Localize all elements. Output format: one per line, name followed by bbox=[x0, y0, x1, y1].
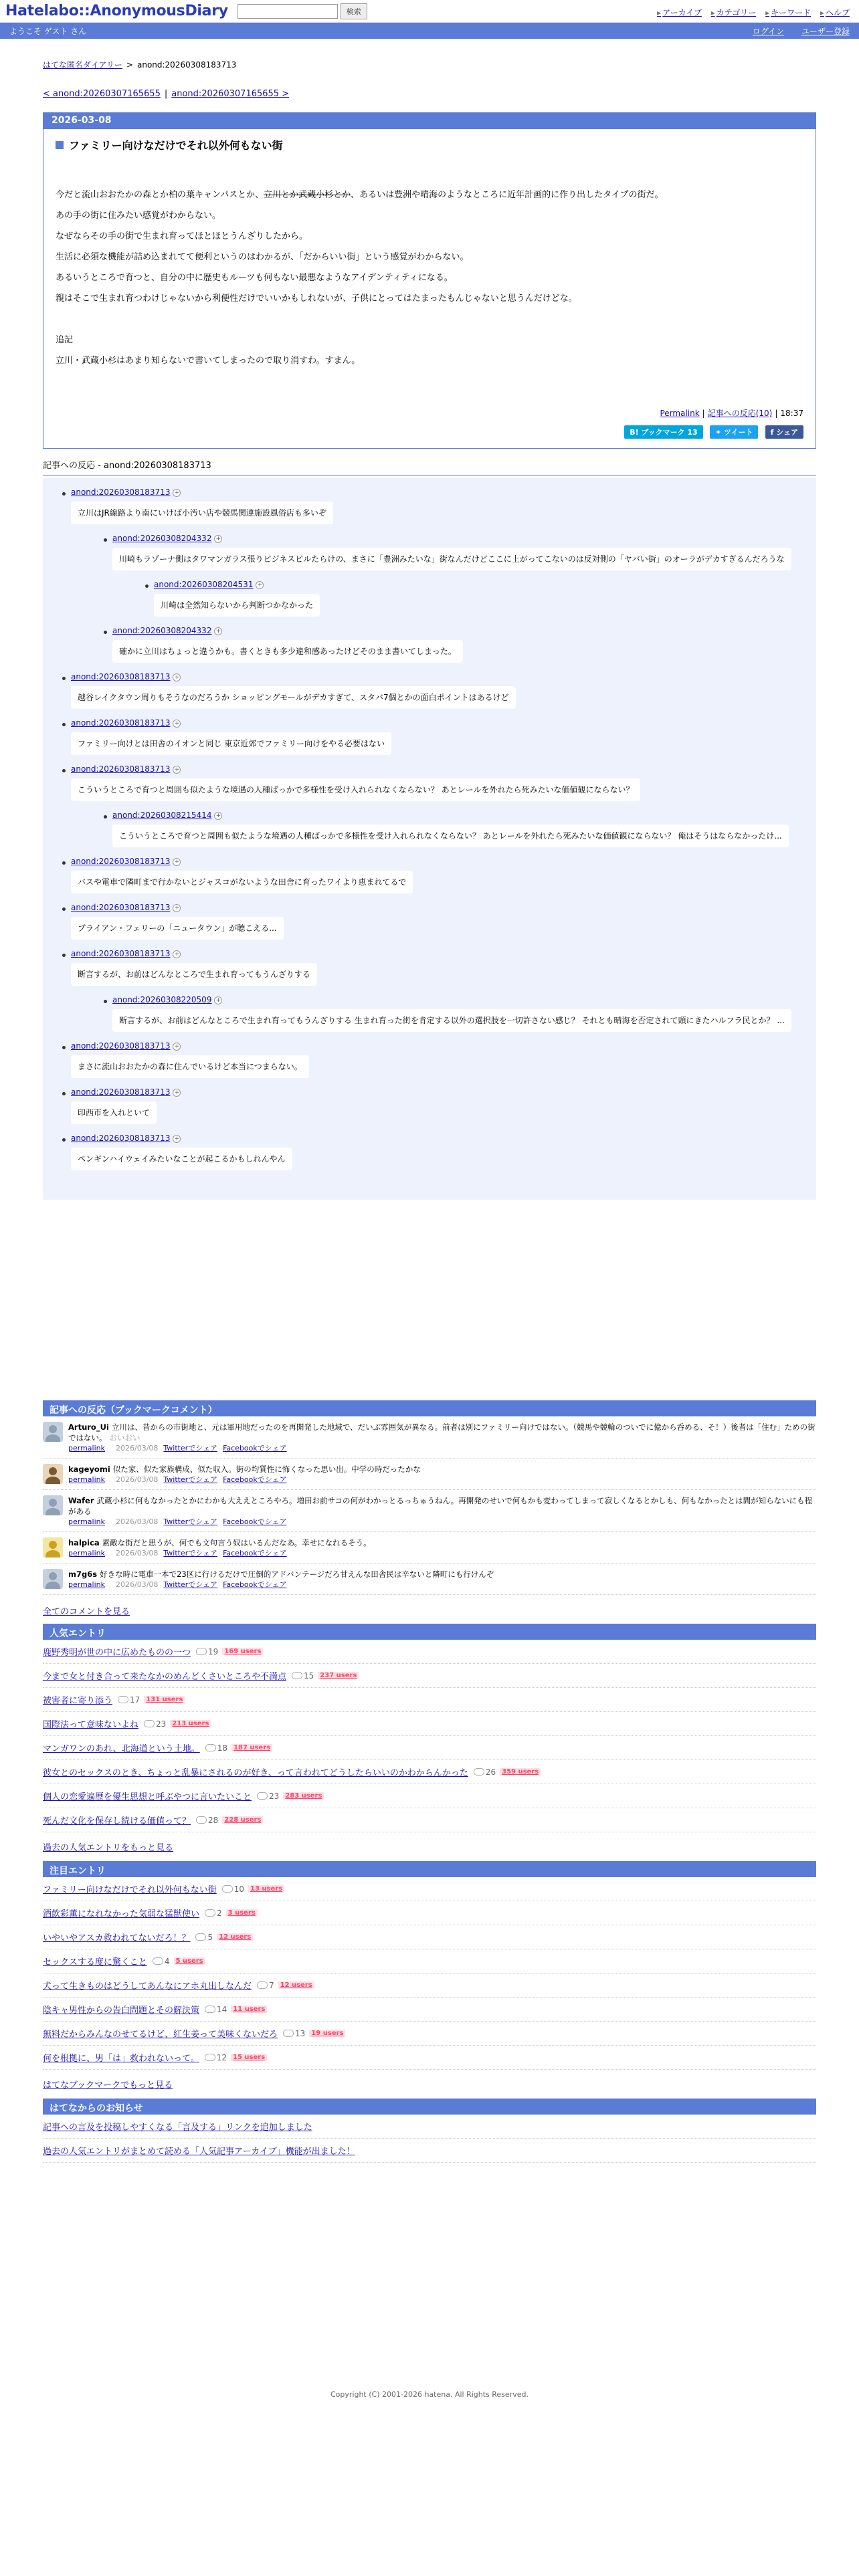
bookmark-comments bbox=[43, 1400, 816, 1617]
response-excerpt: 確かに立川はちょっと違うかも。書くときも多少違和感あったけどそのまま書いてしまった。 bbox=[112, 640, 463, 663]
bookmark-comment-text: 武蔵小杉に何もなかったとかにわかも大ええところやろ。増田お前サコの何がわかっとるっちゅうねん。再開発のせいで何もかも変わってしまって寂しくなるとかしも、何もなかったとは間が知らないにも程がある bbox=[68, 1496, 813, 1516]
twitter-share-link[interactable]: Twitterでシェア bbox=[163, 1580, 218, 1589]
response-excerpt: 印西市を入れといて bbox=[71, 1101, 157, 1124]
search-input[interactable] bbox=[237, 4, 338, 19]
response-excerpt: まさに流山おおたかの森に住んでいるけど本当につまらない。 bbox=[71, 1055, 309, 1078]
comment-bubble-icon bbox=[257, 1981, 268, 1989]
response-link[interactable]: anond:20260308220509 bbox=[112, 995, 212, 1004]
entry-title-link[interactable]: マンガワンのあれ、北海道という土地。 bbox=[43, 1744, 200, 1754]
avatar-head-shape bbox=[49, 1499, 57, 1507]
response-item bbox=[56, 1134, 803, 1180]
entry-row bbox=[43, 2022, 816, 2046]
site-header bbox=[0, 0, 859, 23]
breadcrumb-current: anond:20260308183713 bbox=[136, 60, 237, 70]
entry-title-link[interactable]: 今まで女と付き合って来たなかのめんどくさいところや不満点 bbox=[43, 1672, 287, 1682]
article-body bbox=[43, 162, 816, 371]
response-excerpt: 断言するが、お前はどんなところで生まれ育ってもうんざりする bbox=[71, 963, 317, 986]
avatar[interactable] bbox=[43, 1537, 63, 1558]
bookmark-comment-line bbox=[68, 1464, 421, 1475]
article-paragraph: 立川・武蔵小杉はあまり知らないで書いてしまったので取り消すわ。すまん。 bbox=[56, 356, 361, 366]
welcome-text: ようこそ ゲスト さん bbox=[9, 26, 87, 36]
responses-heading: 記事への反応 - anond:20260308183713 bbox=[43, 458, 816, 475]
response-count: 17 bbox=[130, 1695, 140, 1705]
toggle-icon[interactable]: + bbox=[173, 673, 181, 681]
entry-row bbox=[43, 1925, 816, 1949]
twitter-share-link[interactable]: Twitterでシェア bbox=[163, 1444, 218, 1453]
news-item bbox=[43, 2139, 816, 2163]
bookmark-comment bbox=[43, 1532, 816, 1564]
entry-title-link[interactable]: 犬って生きものはどうしてあんなにアホ丸出しなんだ bbox=[43, 1981, 252, 1992]
entry-row bbox=[43, 2046, 816, 2070]
toggle-icon[interactable]: + bbox=[173, 858, 181, 866]
top-link-archive[interactable]: ▸ アーカイブ bbox=[657, 8, 702, 17]
bookmark-users-badge[interactable]: 19 users bbox=[309, 2030, 345, 2037]
bookmark-tags: おいおい bbox=[109, 1433, 140, 1442]
bookmark-users-badge[interactable]: 283 users bbox=[283, 1792, 324, 1800]
news-list bbox=[43, 2115, 816, 2163]
entry-row bbox=[43, 1784, 816, 1808]
comment-bubble-icon bbox=[118, 1696, 128, 1703]
response-item bbox=[98, 534, 803, 626]
bookmark-permalink[interactable]: permalink bbox=[68, 1475, 105, 1484]
response-count: 23 bbox=[156, 1719, 167, 1729]
news-heading: はてなからのお知らせ bbox=[43, 2099, 816, 2115]
main-content bbox=[43, 39, 816, 2399]
toggle-icon[interactable]: + bbox=[173, 766, 181, 774]
response-link[interactable]: anond:20260308183713 bbox=[71, 949, 171, 958]
avatar-head-shape bbox=[49, 1467, 57, 1475]
toggle-icon[interactable]: + bbox=[173, 720, 181, 728]
bookmark-comment-list bbox=[43, 1416, 816, 1595]
response-item bbox=[56, 488, 803, 672]
bookmark-user[interactable]: halpica bbox=[68, 1538, 100, 1547]
share-buttons bbox=[43, 423, 816, 448]
permalink-link[interactable]: Permalink bbox=[660, 409, 700, 418]
response-count: 15 bbox=[304, 1671, 314, 1681]
bookmark-comment-line bbox=[68, 1495, 816, 1517]
bookmark-users-badge[interactable]: 169 users bbox=[222, 1648, 263, 1655]
toggle-icon[interactable]: + bbox=[214, 627, 222, 635]
struck-text: 立川とか武蔵小杉とか bbox=[264, 190, 351, 200]
bookmark-date: 2026/03/08 bbox=[116, 1444, 159, 1453]
top-nav bbox=[650, 7, 850, 18]
twitter-share-link[interactable]: Twitterでシェア bbox=[163, 1549, 218, 1558]
entry-title-link[interactable]: ファミリー向けなだけでそれ以外何もない街 bbox=[43, 1885, 217, 1895]
popular-more-link[interactable]: 過去の人気エントリをもっと見る bbox=[43, 1843, 174, 1853]
response-excerpt: こういうところで育つと周囲も似たような境遇の人種ばっかで多様性を受け入れられなくならない？ あとレールを外れたら死みたいな価値観にならない？ 俺はそうはならなかったけ... bbox=[112, 825, 789, 847]
response-count: 13 bbox=[295, 2028, 306, 2038]
facebook-share-link[interactable]: Facebookでシェア bbox=[223, 1517, 287, 1526]
bookmark-users-badge[interactable]: 3 users bbox=[226, 1909, 258, 1917]
response-link[interactable]: anond:20260308183713 bbox=[71, 1041, 171, 1051]
response-item bbox=[98, 811, 803, 857]
entry-title-link[interactable]: 鹿野秀明が世の中に広めたものの一つ bbox=[43, 1648, 191, 1658]
response-link[interactable]: anond:20260308183713 bbox=[71, 1134, 171, 1143]
bookmark-users-badge[interactable]: 359 users bbox=[500, 1768, 541, 1776]
response-link[interactable]: anond:20260308204531 bbox=[154, 580, 254, 589]
response-link[interactable]: anond:20260308183713 bbox=[71, 672, 171, 681]
comment-bubble-icon bbox=[292, 1672, 302, 1679]
prev-next-nav: < anond:20260307165655 | anond:20260307165655 > bbox=[43, 89, 290, 99]
bookmark-meta bbox=[68, 1517, 816, 1527]
response-item bbox=[98, 626, 803, 672]
response-excerpt: 立川はJR線路より南にいけば小汚い店や競馬関連施設風俗店も多いぞ bbox=[71, 502, 333, 524]
bookmark-users-badge[interactable]: 131 users bbox=[144, 1696, 185, 1703]
hatena-bookmark-button[interactable]: B! ブックマーク 13 bbox=[624, 425, 703, 439]
bookmark-permalink[interactable]: permalink bbox=[68, 1517, 105, 1526]
entry-row bbox=[43, 1973, 816, 1998]
toggle-icon[interactable]: + bbox=[173, 489, 181, 497]
entry-row bbox=[43, 1901, 816, 1925]
article-date: 2026-03-08 bbox=[43, 113, 816, 129]
bookmark-date: 2026/03/08 bbox=[116, 1549, 159, 1558]
bookmark-users-badge[interactable]: 213 users bbox=[170, 1720, 211, 1727]
avatar-body-shape bbox=[45, 1582, 60, 1589]
comment-bubble-icon bbox=[196, 1816, 207, 1824]
all-comments-link[interactable]: 全てのコメントを見る bbox=[43, 1607, 130, 1617]
comment-bubble-icon bbox=[205, 1909, 215, 1917]
search-button[interactable]: 検索 bbox=[341, 3, 367, 19]
entry-title-link[interactable]: 被害者に寄り添う bbox=[43, 1696, 113, 1706]
toggle-icon[interactable]: + bbox=[173, 1043, 181, 1051]
entry-title-link[interactable]: いやいやアスカ救われてないだろ！？ bbox=[43, 1933, 191, 1943]
breadcrumb-root[interactable]: はてな匿名ダイアリー bbox=[43, 60, 122, 70]
response-link[interactable]: anond:20260308183713 bbox=[71, 488, 171, 497]
bookmark-meta bbox=[68, 1475, 421, 1485]
response-item bbox=[56, 857, 803, 903]
entry-row bbox=[43, 1640, 816, 1664]
response-excerpt: ペンギンハイウェイみたいなことが起こるかもしれんやん bbox=[71, 1148, 292, 1170]
breadcrumb: はてな匿名ダイアリー > anond:20260308183713 bbox=[43, 60, 237, 70]
entry-title-link[interactable]: 個人の恋愛遍歴を優生思想と呼ぶやつに言いたいこと bbox=[43, 1792, 252, 1802]
article-paragraph: あの手の街に住みたい感覚がわからない。 bbox=[56, 211, 221, 221]
toggle-icon[interactable]: + bbox=[214, 996, 222, 1004]
comment-bubble-icon bbox=[153, 1957, 163, 1965]
entry-title-link[interactable]: 彼女とのセックスのとき、ちょっと乱暴にされるのが好き、って言われてどうしたらいいのかわからんかった bbox=[43, 1768, 468, 1778]
article-title[interactable]: ファミリー向けなだけでそれ以外何もない街 bbox=[69, 139, 283, 152]
bookmark-users-badge[interactable]: 187 users bbox=[231, 1744, 272, 1751]
response-count: 4 bbox=[164, 1956, 170, 1966]
arrow-icon: ▸ bbox=[820, 8, 824, 17]
square-icon bbox=[56, 141, 64, 149]
news-link[interactable]: 記事への言及を投稿しやすくなる「言及する」リンクを追加しました bbox=[43, 2123, 312, 2133]
top-link-help[interactable]: ▸ ヘルプ bbox=[820, 8, 850, 17]
entry-title-link[interactable]: 陰キャ男性からの告白問題とその解決策 bbox=[43, 2006, 200, 2016]
article-addendum-label: 追記 bbox=[56, 335, 74, 345]
comment-bubble-icon bbox=[283, 2030, 294, 2037]
avatar-head-shape bbox=[49, 1572, 57, 1580]
response-count: 28 bbox=[208, 1815, 219, 1825]
article-title-row bbox=[43, 129, 816, 162]
response-item bbox=[56, 903, 803, 949]
response-link[interactable]: anond:20260308183713 bbox=[71, 718, 171, 728]
article-paragraph: なぜならその手の街で生まれ育ってほとほとうんざりしたから。 bbox=[56, 231, 308, 241]
bookmark-users-badge[interactable]: 228 users bbox=[222, 1816, 263, 1824]
comment-bubble-icon bbox=[257, 1792, 268, 1800]
tweet-button[interactable]: ✦ ツイート bbox=[710, 425, 759, 439]
response-item bbox=[56, 764, 803, 857]
avatar[interactable] bbox=[43, 1569, 63, 1589]
bookmark-comment bbox=[43, 1459, 816, 1490]
avatar-body-shape bbox=[45, 1477, 60, 1484]
response-item bbox=[56, 1087, 803, 1134]
article-paragraph: あるいうところで育つと、自分の中に歴史もルーツも何もない最悪なようなアイデンティティになる。 bbox=[56, 273, 453, 283]
response-link[interactable]: anond:20260308183713 bbox=[71, 857, 171, 866]
response-link[interactable]: anond:20260308183713 bbox=[71, 903, 171, 912]
entry-title-link[interactable]: 何を根拠に、男「は」救われないって。 bbox=[43, 2054, 199, 2064]
bookmark-users-badge[interactable]: 12 users bbox=[278, 1981, 314, 1989]
bookmark-comment-body bbox=[68, 1569, 494, 1590]
toggle-icon[interactable]: + bbox=[256, 581, 264, 589]
response-count: 2 bbox=[217, 1908, 222, 1918]
avatar-head-shape bbox=[49, 1425, 57, 1433]
response-tree bbox=[43, 478, 816, 1200]
toggle-icon[interactable]: + bbox=[173, 1135, 181, 1143]
bookmark-comment bbox=[43, 1564, 816, 1595]
response-link[interactable]: anond:20260308183713 bbox=[71, 764, 171, 774]
facebook-share-link[interactable]: Facebookでシェア bbox=[223, 1580, 287, 1589]
avatar[interactable] bbox=[43, 1464, 63, 1484]
response-children bbox=[112, 580, 803, 626]
bookmark-comment-line bbox=[68, 1537, 371, 1548]
top-link-category[interactable]: ▸ カテゴリー bbox=[710, 8, 757, 17]
next-link[interactable]: anond:20260307165655 > bbox=[171, 89, 290, 99]
toggle-icon[interactable]: + bbox=[173, 904, 181, 912]
response-count: 26 bbox=[485, 1767, 496, 1777]
entry-row bbox=[43, 1998, 816, 2022]
bookmark-date: 2026/03/08 bbox=[116, 1475, 159, 1484]
bookmark-users-badge[interactable]: 13 users bbox=[248, 1885, 284, 1893]
comment-bubble-icon bbox=[222, 1885, 233, 1893]
entry-title-link[interactable]: 酒飲彩薫になれなかった気弱な猛獣使い bbox=[43, 1909, 200, 1919]
post-time: 18:37 bbox=[780, 409, 803, 418]
comment-bubble-icon bbox=[196, 1648, 207, 1655]
toggle-icon[interactable]: + bbox=[173, 1089, 181, 1097]
response-count: 10 bbox=[233, 1884, 245, 1894]
entry-row bbox=[43, 1712, 816, 1736]
avatar-body-shape bbox=[45, 1434, 60, 1442]
response-children bbox=[71, 534, 803, 672]
comment-bubble-icon bbox=[205, 1744, 216, 1751]
entry-row bbox=[43, 1736, 816, 1760]
bookmark-comment-text: 立川は、昔からの市街地と、元は軍用地だったのを再開発した地域で、だいぶ雰囲気が異なる。前者は別にファミリー向けではない。（競馬や競輪のついでに億から呑める、そ！）後者は「住む」ための街ではない。 bbox=[68, 1422, 816, 1442]
bookmark-user[interactable]: Wafer bbox=[68, 1496, 94, 1505]
response-item bbox=[98, 995, 803, 1041]
response-excerpt: こういうところで育つと周囲も似たような境遇の人種ばっかで多様性を受け入れられなくならない？ あとレールを外れたら死みたいな価値観にならない？ bbox=[71, 778, 640, 801]
response-children bbox=[71, 995, 803, 1041]
comment-bubble-icon bbox=[144, 1720, 155, 1727]
response-link[interactable]: anond:20260308204332 bbox=[112, 534, 212, 543]
bookmark-users-badge[interactable]: 237 users bbox=[318, 1672, 359, 1679]
bookmark-users-badge[interactable]: 12 users bbox=[217, 1933, 253, 1941]
entry-row bbox=[43, 1760, 816, 1784]
response-count: 5 bbox=[207, 1932, 213, 1942]
response-excerpt: 越谷レイクタウン周りもそうなのだろうか ショッピングモールがデカすぎて、スタバ7個とかの面白ポイントはあるけど bbox=[71, 686, 516, 709]
response-item bbox=[56, 1041, 803, 1087]
article-paragraph: 生活に必須な機能が詰め込まれてて便利というのはわかるが、「だからいい街」という感覚がわからない。 bbox=[56, 252, 469, 262]
arrow-icon: ▸ bbox=[710, 8, 715, 17]
response-count: 14 bbox=[217, 2004, 227, 2014]
welcome-bar bbox=[0, 23, 859, 39]
article-footer: Permalink | 記事への反応(10) | 18:37 bbox=[660, 409, 803, 418]
bookmark-permalink[interactable]: permalink bbox=[68, 1444, 105, 1453]
response-excerpt: ファミリー向けとは田舎のイオンと同じ 東京近郊でファミリー向けをやる必要はない bbox=[71, 732, 391, 755]
response-item bbox=[56, 949, 803, 1041]
reactions-link[interactable]: 記事への反応(10) bbox=[707, 409, 773, 418]
bookmark-permalink[interactable]: permalink bbox=[68, 1580, 105, 1589]
response-count: 12 bbox=[216, 2052, 227, 2062]
response-count: 18 bbox=[217, 1743, 228, 1753]
twitter-share-link[interactable]: Twitterでシェア bbox=[163, 1517, 218, 1526]
comment-bubble-icon bbox=[474, 1768, 484, 1776]
entry-row bbox=[43, 1949, 816, 1973]
entry-row bbox=[43, 1808, 816, 1832]
bookmark-user[interactable]: m7g6s bbox=[68, 1570, 98, 1579]
bookmark-users-badge[interactable]: 5 users bbox=[174, 1957, 205, 1965]
bookmark-comments-heading: 記事への反応（ブックマークコメント） bbox=[43, 1400, 816, 1416]
twitter-icon: ✦ bbox=[714, 428, 724, 437]
footer-copyright: Copyright (C) 2001-2026 hatena. All Rights Reserved. bbox=[330, 2390, 529, 2399]
response-count: 19 bbox=[208, 1646, 219, 1656]
avatar-head-shape bbox=[49, 1541, 57, 1549]
toggle-icon[interactable]: + bbox=[214, 812, 222, 820]
bookmark-comment-line bbox=[68, 1569, 494, 1580]
bookmark-comment-body bbox=[68, 1495, 816, 1527]
response-excerpt: バスや電車で隣町まで行かないとジャスコがないような田舎に育ったワイより恵まれてるで bbox=[71, 871, 413, 893]
site-logo[interactable]: Hatelabo::AnonymousDiary bbox=[5, 3, 228, 19]
response-item bbox=[56, 718, 803, 764]
bookmark-comment-body bbox=[68, 1464, 421, 1485]
response-link[interactable]: anond:20260308215414 bbox=[112, 811, 212, 820]
response-children bbox=[71, 811, 803, 857]
response-link[interactable]: anond:20260308204332 bbox=[112, 626, 212, 635]
entry-row bbox=[43, 1877, 816, 1901]
bookmark-comment-line bbox=[68, 1422, 816, 1443]
article-paragraph: 今だと流山おおたかの森とか柏の葉キャンパスとか、立川とか武蔵小杉とか、あるいは豊洲や晴海のようなところに近年計画的に作り出したタイプの街だ。 bbox=[56, 190, 664, 200]
login-link[interactable]: ログイン bbox=[752, 26, 785, 36]
response-excerpt: ブライアン・フェリーの「ニュータウン」が聴こえる... bbox=[71, 917, 284, 940]
notable-more-link[interactable]: はてなブックマークでもっと見る bbox=[43, 2080, 173, 2090]
toggle-icon[interactable]: + bbox=[214, 535, 222, 543]
bookmark-user[interactable]: Arturo_Ui bbox=[68, 1422, 109, 1432]
response-list bbox=[56, 488, 803, 1180]
bookmark-meta bbox=[68, 1548, 371, 1559]
news-item bbox=[43, 2115, 816, 2139]
bookmark-users-badge[interactable]: 15 users bbox=[231, 2054, 267, 2061]
response-count: 7 bbox=[269, 1980, 274, 1990]
entry-title-link[interactable]: 無料だからみんなのせてるけど、紅生姜って美味くないだろ bbox=[43, 2030, 278, 2040]
facebook-share-link[interactable]: Facebookでシェア bbox=[223, 1444, 287, 1453]
entry-title-link[interactable]: セックスする度に驚くこと bbox=[43, 1957, 147, 1967]
facebook-icon: f bbox=[770, 428, 777, 437]
response-item bbox=[56, 672, 803, 718]
arrow-icon: ▸ bbox=[765, 8, 770, 17]
entry-title-link[interactable]: 国際法って意味ないよね bbox=[43, 1720, 139, 1730]
avatar-body-shape bbox=[45, 1550, 60, 1558]
toggle-icon[interactable]: + bbox=[173, 950, 181, 958]
bookmark-user[interactable]: kageyomi bbox=[68, 1465, 110, 1474]
bookmark-comment bbox=[43, 1416, 816, 1459]
popular-entries-heading: 人気エントリ bbox=[43, 1624, 816, 1640]
bookmark-date: 2026/03/08 bbox=[116, 1580, 159, 1589]
bookmark-permalink[interactable]: permalink bbox=[68, 1549, 105, 1558]
article-paragraph: 親はそこで生まれ育つわけじゃないから利便性だけでいいかもしれないが、子供にとってはたまったもんじゃないと思うんだけどな。 bbox=[56, 294, 577, 304]
response-excerpt: 断言するが、お前はどんなところで生まれ育ってもうんざりする 生まれ育った街を肯定する以外の選択肢を一切許さない感じ？ それとも晴海を否定されて頭にきたハルフラ民とか？ ... bbox=[112, 1009, 791, 1032]
bookmark-users-badge[interactable]: 11 users bbox=[231, 2006, 267, 2013]
facebook-share-link[interactable]: Facebookでシェア bbox=[223, 1549, 287, 1558]
avatar[interactable] bbox=[43, 1422, 63, 1442]
register-link[interactable]: ユーザー登録 bbox=[801, 26, 850, 36]
news-link[interactable]: 過去の人気エントリがまとめて読める「人気記事アーカイブ」機能が出ました！ bbox=[43, 2147, 355, 2157]
facebook-share-button[interactable]: f シェア bbox=[765, 425, 803, 439]
response-link[interactable]: anond:20260308183713 bbox=[71, 1087, 171, 1097]
prev-link[interactable]: < anond:20260307165655 bbox=[43, 89, 161, 99]
twitter-share-link[interactable]: Twitterでシェア bbox=[163, 1475, 218, 1484]
response-item bbox=[139, 580, 803, 626]
comment-bubble-icon bbox=[205, 2054, 215, 2061]
avatar-body-shape bbox=[45, 1508, 60, 1515]
bookmark-comment-text: 好きな時に電車一本で23区に行けるだけで圧倒的アドバンテージだろ甘えんな田舎民は辛ないと隣町にも行けんぞ bbox=[100, 1570, 494, 1579]
bookmark-comment-body bbox=[68, 1422, 816, 1454]
top-link-keyword[interactable]: ▸ キーワード bbox=[765, 8, 812, 17]
notable-entries-heading: 注目エントリ bbox=[43, 1861, 816, 1877]
comment-bubble-icon bbox=[205, 2006, 215, 2013]
response-count: 23 bbox=[269, 1791, 280, 1801]
bookmark-meta bbox=[68, 1580, 494, 1590]
avatar[interactable] bbox=[43, 1495, 63, 1515]
response-excerpt: 川崎もラゾーナ側はタワマンガラス張りビジネスビルたらけの、まさに「豊洲みたいな」街なんだけどここに上がってこないのは反対側の「ヤバい街」のオーラがデカすぎるんだろうな bbox=[112, 548, 791, 570]
bookmark-comment bbox=[43, 1490, 816, 1532]
bookmark-comment-body bbox=[68, 1537, 371, 1559]
comment-bubble-icon bbox=[195, 1933, 206, 1941]
arrow-icon: ▸ bbox=[657, 8, 662, 17]
notable-entries-list bbox=[43, 1877, 816, 2070]
bookmark-meta bbox=[68, 1443, 816, 1454]
facebook-share-link[interactable]: Facebookでシェア bbox=[223, 1475, 287, 1484]
bookmark-comment-text: 素敵な街だと思うが、何でも文句言う奴はいるんだなあ。幸せになれるそう。 bbox=[102, 1538, 371, 1547]
response-excerpt: 川崎は全然知らないから判断つかなかった bbox=[154, 594, 320, 617]
bookmark-comment-text: 似た家、似た家族構成、似た収入。街の均質性に怖くなった思い出。中学の時だったかな bbox=[112, 1465, 421, 1474]
article bbox=[43, 112, 816, 449]
bookmark-date: 2026/03/08 bbox=[116, 1517, 159, 1526]
entry-row bbox=[43, 1664, 816, 1688]
popular-entries-list bbox=[43, 1640, 816, 1832]
entry-row bbox=[43, 1688, 816, 1712]
entry-title-link[interactable]: 死んだ文化を保存し続ける価値って？ bbox=[43, 1816, 191, 1826]
